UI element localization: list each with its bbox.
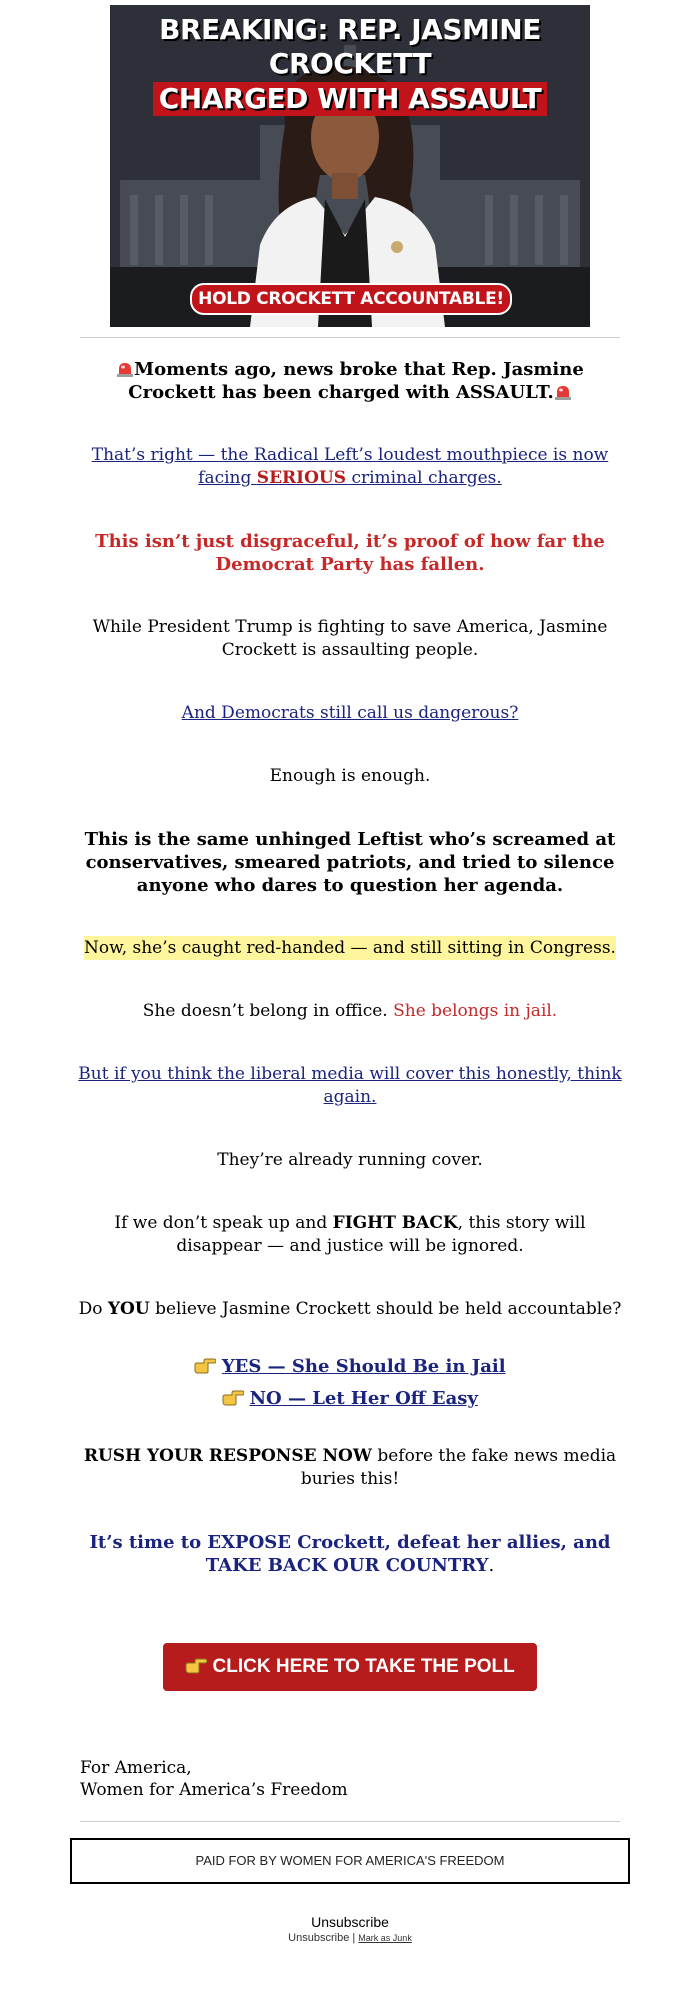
caught-paragraph <box>70 937 630 960</box>
unsubscribe-link[interactable]: Unsubscribe <box>311 1914 389 1930</box>
cover-paragraph: They’re already running cover. <box>217 1150 483 1170</box>
siren-icon <box>554 384 572 400</box>
serious-text: SERIOUS <box>256 468 347 488</box>
footer-separator: | <box>352 1932 356 1944</box>
hero-container <box>0 0 700 327</box>
pointing-hand-icon <box>194 1358 216 1374</box>
media-link[interactable]: But if you think the liberal media will cover this honestly, think again. <box>78 1064 622 1107</box>
unsubscribe-small-link[interactable]: Unsubscribe <box>288 1932 350 1944</box>
jail-text: She belongs in jail. <box>393 1001 558 1021</box>
hero-headline-line2: CHARGED WITH ASSAULT <box>153 82 548 116</box>
signoff <box>80 1757 640 1801</box>
siren-icon <box>116 361 134 377</box>
caught-highlight: Now, she’s caught red-handed — and still sitting in Congress. <box>84 938 616 958</box>
vote-no-link[interactable]: NO — Let Her Off Easy <box>249 1388 478 1409</box>
paid-for-disclaimer: PAID FOR BY WOMEN FOR AMERICA'S FREEDOM <box>70 1838 630 1884</box>
intro-paragraph <box>70 358 630 404</box>
fight-text-1: If we don’t speak up and <box>114 1213 328 1233</box>
hero-headline <box>110 13 590 116</box>
expose-text: It’s time to EXPOSE Crockett, defeat her allies, and TAKE BACK OUR COUNTRY <box>89 1532 611 1576</box>
rush-text: before the fake news media buries this! <box>300 1446 617 1489</box>
take-poll-button[interactable] <box>163 1643 537 1691</box>
question-text-2: believe Jasmine Crockett should be held accountable? <box>155 1299 622 1319</box>
pointing-hand-icon <box>185 1658 207 1674</box>
footer <box>0 1914 700 1944</box>
radical-left-link[interactable] <box>92 445 608 488</box>
bottom-divider <box>80 1821 620 1822</box>
fight-text-2: , this story will disappear — and justice will be ignored. <box>176 1213 586 1256</box>
intro-text: Moments ago, news broke that Rep. Jasmine Crockett has been charged with ASSAULT. <box>128 359 584 403</box>
signoff-line2: Women for America’s Freedom <box>80 1780 348 1800</box>
signoff-line1: For America, <box>80 1758 192 1778</box>
criminal-charges-text: criminal charges. <box>351 468 502 488</box>
message-content <box>70 338 630 1577</box>
question-paragraph <box>70 1298 630 1321</box>
dangerous-link[interactable]: And Democrats still call us dangerous? <box>181 703 519 723</box>
hero-headline-line1: BREAKING: REP. JASMINE CROCKETT <box>159 13 541 80</box>
question-text-1: Do <box>78 1299 103 1319</box>
vote-yes-link[interactable]: YES — She Should Be in Jail <box>221 1356 506 1377</box>
rush-bold-text: RUSH YOUR RESPONSE NOW <box>83 1446 372 1466</box>
hero-image[interactable] <box>110 5 590 327</box>
unhinged-paragraph: This is the same unhinged Leftist who’s screamed at conservatives, smeared patriots, and tried to silence anyone who dares to question her agenda. <box>84 829 616 896</box>
trump-paragraph: While President Trump is fighting to save America, Jasmine Crockett is assaulting people. <box>92 617 608 660</box>
radical-left-paragraph <box>70 444 630 490</box>
rush-paragraph <box>70 1445 630 1491</box>
fight-back-text: FIGHT BACK <box>332 1213 458 1233</box>
mark-as-junk-link[interactable]: Mark as Junk <box>358 1933 412 1943</box>
media-paragraph <box>70 1063 630 1109</box>
disgrace-paragraph: This isn’t just disgraceful, it’s proof of how far the Democrat Party has fallen. <box>95 531 605 575</box>
footer-small-row <box>0 1932 700 1944</box>
fight-paragraph <box>70 1212 630 1258</box>
question-you: YOU <box>107 1299 150 1319</box>
vote-yes-row <box>70 1351 630 1383</box>
office-text: She doesn’t belong in office. <box>142 1001 388 1021</box>
dangerous-paragraph <box>70 702 630 725</box>
vote-no-row <box>70 1383 630 1415</box>
radical-left-text: That’s right — the Radical Left’s loudest mouthpiece is now facing <box>91 445 609 488</box>
expose-period: . <box>488 1555 495 1576</box>
office-paragraph <box>70 1000 630 1023</box>
cta-container <box>0 1643 700 1691</box>
expose-paragraph <box>70 1531 630 1577</box>
pointing-hand-icon <box>222 1390 244 1406</box>
hero-cta-badge: HOLD CROCKETT ACCOUNTABLE! <box>190 283 512 315</box>
take-poll-label: CLICK HERE TO TAKE THE POLL <box>212 1656 515 1677</box>
enough-paragraph: Enough is enough. <box>269 766 431 786</box>
